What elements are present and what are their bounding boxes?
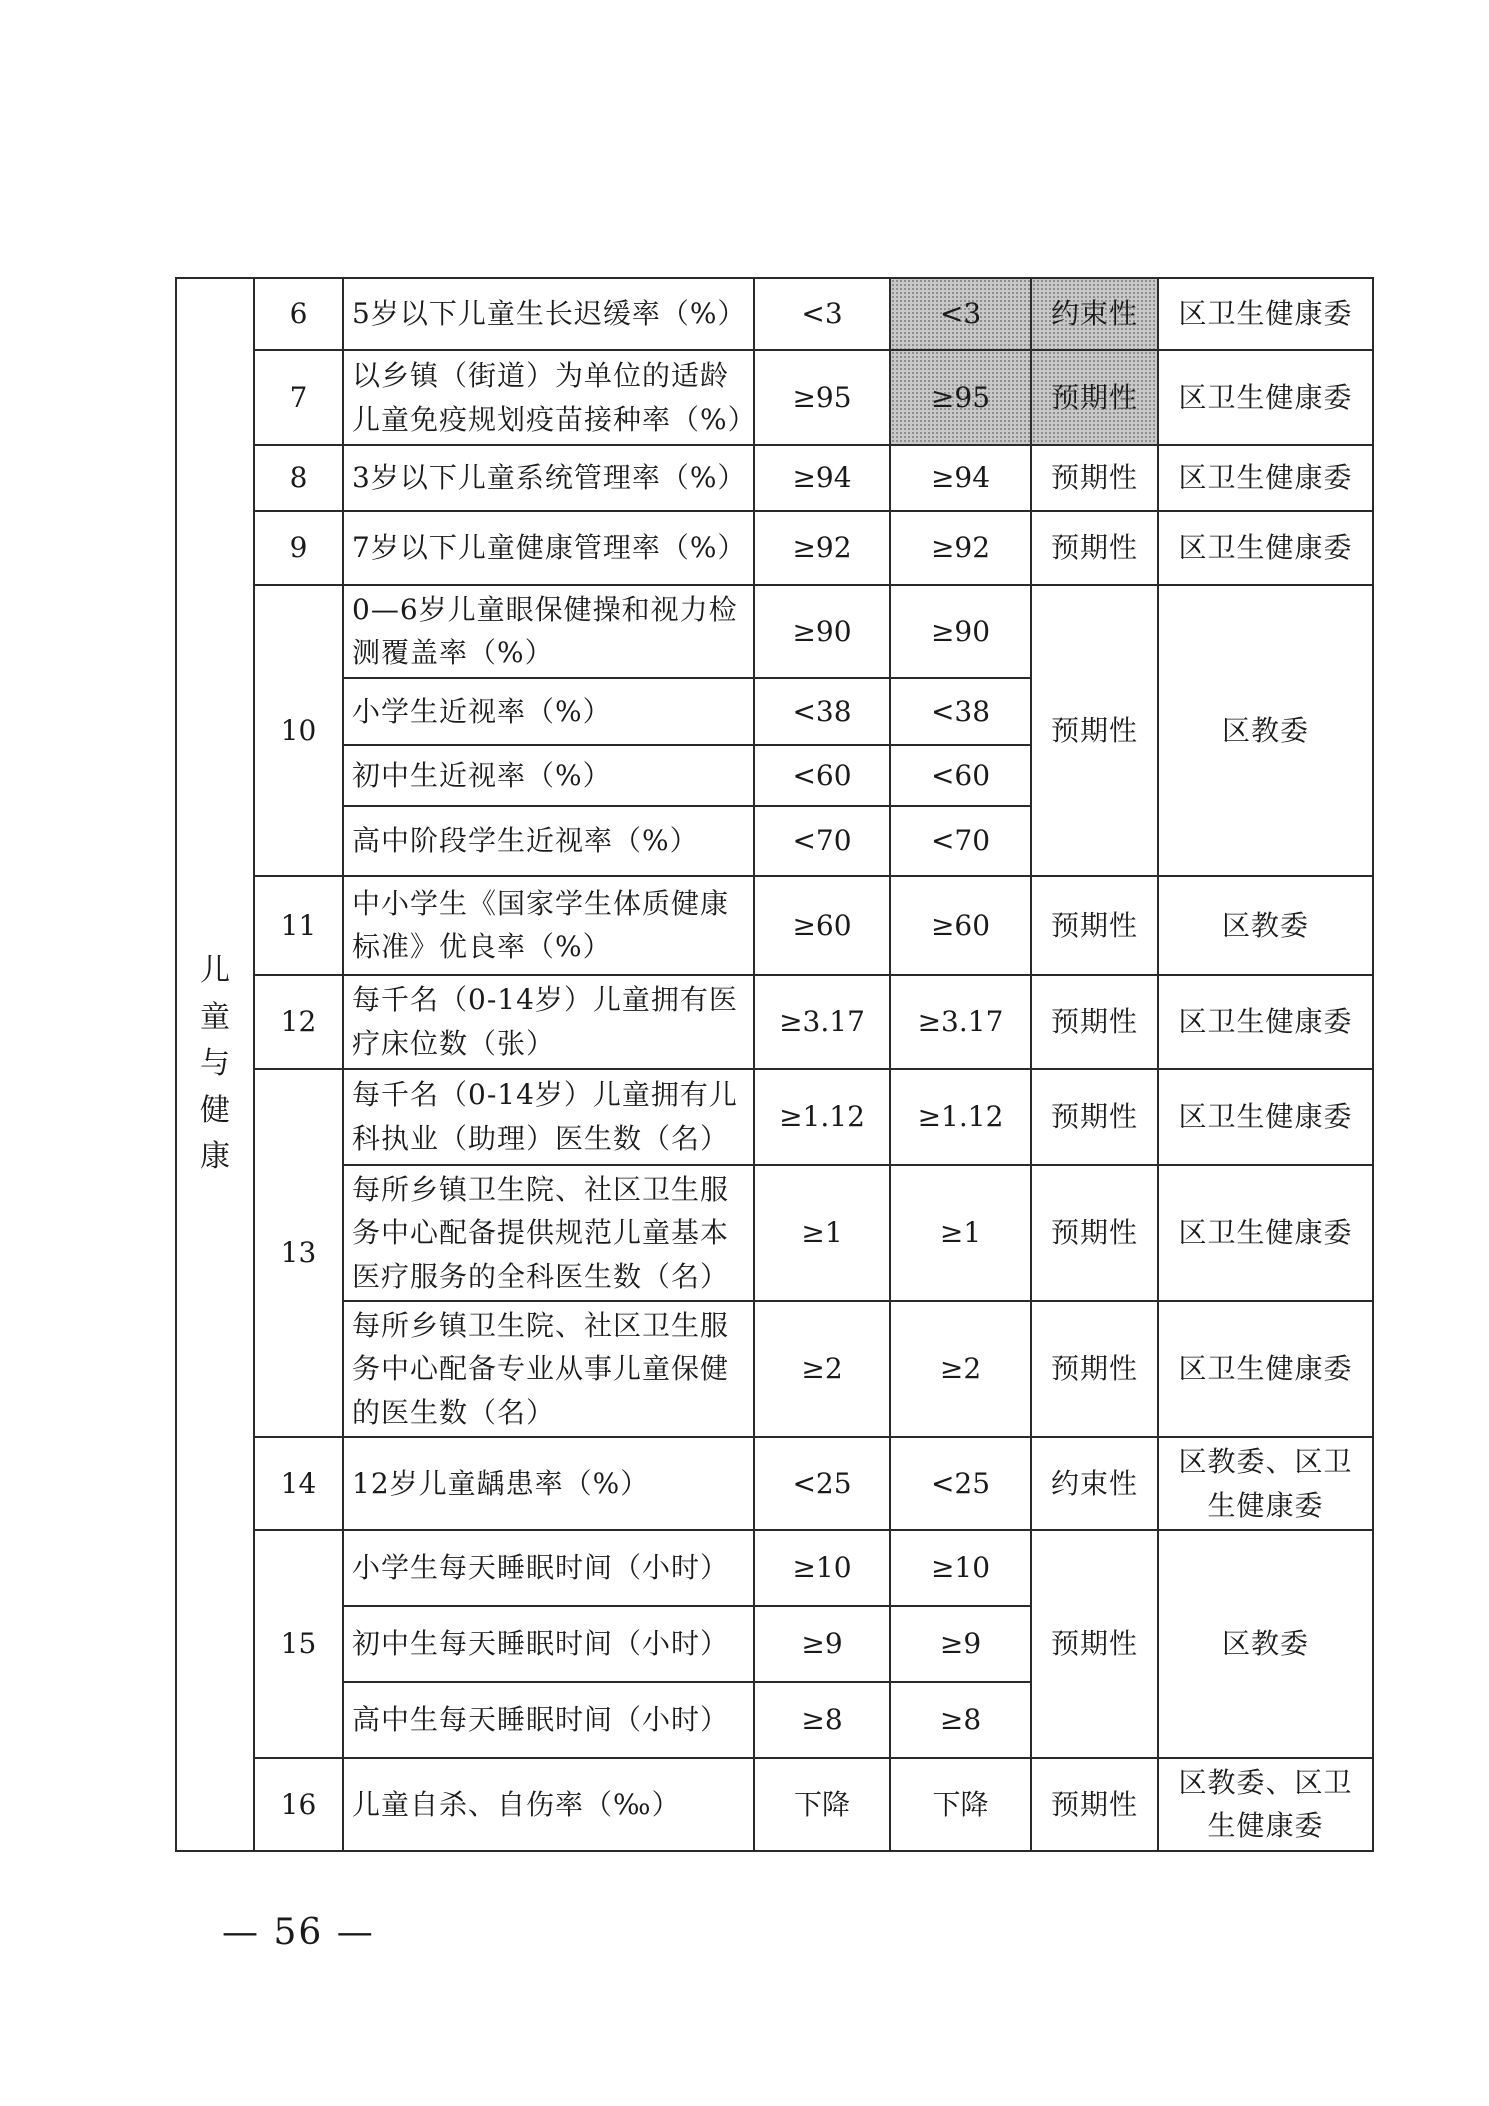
responsible-dept: 区卫生健康委 <box>1158 1301 1373 1437</box>
indicator-nature: 预期性 <box>1031 585 1158 876</box>
row-number: 8 <box>254 445 343 511</box>
target-value: ≥1.12 <box>754 1069 890 1165</box>
indicator-nature: 预期性 <box>1031 1165 1158 1301</box>
target-value: <38 <box>754 678 890 745</box>
indicator-name: 每千名（0-14岁）儿童拥有医疗床位数（张） <box>343 975 754 1069</box>
indicator-nature: 预期性 <box>1031 1301 1158 1437</box>
target-value: ≥94 <box>754 445 890 511</box>
target-value: 下降 <box>890 1758 1031 1851</box>
indicator-name: 中小学生《国家学生体质健康标准》优良率（%） <box>343 876 754 975</box>
indicator-nature: 预期性 <box>1031 975 1158 1069</box>
indicator-name: 小学生近视率（%） <box>343 678 754 745</box>
row-number: 15 <box>254 1530 343 1758</box>
responsible-dept: 区教委 <box>1158 585 1373 876</box>
table-row <box>176 1165 1373 1301</box>
indicator-name: 7岁以下儿童健康管理率（%） <box>343 511 754 585</box>
target-value: ≥90 <box>890 585 1031 678</box>
indicator-name: 儿童自杀、自伤率（‰） <box>343 1758 754 1851</box>
responsible-dept: 区卫生健康委 <box>1158 1069 1373 1165</box>
target-value: ≥9 <box>754 1606 890 1682</box>
row-number: 9 <box>254 511 343 585</box>
target-value: ≥3.17 <box>890 975 1031 1069</box>
indicator-name: 5岁以下儿童生长迟缓率（%） <box>343 278 754 350</box>
indicator-name: 以乡镇（街道）为单位的适龄儿童免疫规划疫苗接种率（%） <box>343 350 754 445</box>
responsible-dept: 区教委、区卫生健康委 <box>1158 1758 1373 1851</box>
indicator-nature: 预期性 <box>1031 511 1158 585</box>
indicator-nature: 预期性 <box>1031 350 1158 445</box>
table-row <box>176 350 1373 445</box>
target-value: ≥2 <box>754 1301 890 1437</box>
table-row <box>176 511 1373 585</box>
target-value: <70 <box>754 806 890 876</box>
responsible-dept: 区教委 <box>1158 1530 1373 1758</box>
indicator-name: 初中生近视率（%） <box>343 745 754 806</box>
responsible-dept: 区教委 <box>1158 876 1373 975</box>
table-row <box>176 876 1373 975</box>
indicator-table <box>175 277 1374 1852</box>
target-value: ≥10 <box>754 1530 890 1606</box>
indicator-name: 高中阶段学生近视率（%） <box>343 806 754 876</box>
responsible-dept: 区卫生健康委 <box>1158 511 1373 585</box>
table-row <box>176 585 1373 678</box>
indicator-name: 每千名（0-14岁）儿童拥有儿科执业（助理）医生数（名） <box>343 1069 754 1165</box>
target-value: <60 <box>890 745 1031 806</box>
table-row <box>176 1301 1373 1437</box>
category-label: 儿童与健康 <box>200 953 230 1175</box>
row-number: 12 <box>254 975 343 1069</box>
row-number: 11 <box>254 876 343 975</box>
responsible-dept: 区卫生健康委 <box>1158 975 1373 1069</box>
target-value: ≥94 <box>890 445 1031 511</box>
responsible-dept: 区卫生健康委 <box>1158 445 1373 511</box>
table-row <box>176 1437 1373 1530</box>
target-value: <25 <box>890 1437 1031 1530</box>
table-row <box>176 278 1373 350</box>
indicator-nature: 约束性 <box>1031 278 1158 350</box>
target-value: ≥3.17 <box>754 975 890 1069</box>
target-value: ≥9 <box>890 1606 1031 1682</box>
target-value: ≥1 <box>890 1165 1031 1301</box>
target-value: ≥95 <box>890 350 1031 445</box>
target-value: ≥2 <box>890 1301 1031 1437</box>
indicator-nature: 预期性 <box>1031 1758 1158 1851</box>
table-row <box>176 1069 1373 1165</box>
indicator-nature: 预期性 <box>1031 1530 1158 1758</box>
target-value: ≥10 <box>890 1530 1031 1606</box>
responsible-dept: 区教委、区卫生健康委 <box>1158 1437 1373 1530</box>
category-cell <box>176 278 254 1851</box>
target-value: ≥92 <box>890 511 1031 585</box>
row-number: 7 <box>254 350 343 445</box>
indicator-name: 初中生每天睡眠时间（小时） <box>343 1606 754 1682</box>
target-value: <3 <box>890 278 1031 350</box>
indicator-nature: 预期性 <box>1031 1069 1158 1165</box>
indicator-nature: 预期性 <box>1031 876 1158 975</box>
target-value: <60 <box>754 745 890 806</box>
indicator-name: 0—6岁儿童眼保健操和视力检测覆盖率（%） <box>343 585 754 678</box>
target-value: ≥1.12 <box>890 1069 1031 1165</box>
target-value: <70 <box>890 806 1031 876</box>
row-number: 14 <box>254 1437 343 1530</box>
table-row <box>176 1530 1373 1606</box>
row-number: 13 <box>254 1069 343 1437</box>
indicator-name: 12岁儿童龋患率（%） <box>343 1437 754 1530</box>
target-value: ≥95 <box>754 350 890 445</box>
page-number: — 56 — <box>222 1912 375 1953</box>
responsible-dept: 区卫生健康委 <box>1158 278 1373 350</box>
indicator-nature: 约束性 <box>1031 1437 1158 1530</box>
row-number: 10 <box>254 585 343 876</box>
indicator-name: 3岁以下儿童系统管理率（%） <box>343 445 754 511</box>
table-row <box>176 975 1373 1069</box>
indicator-name: 每所乡镇卫生院、社区卫生服务中心配备专业从事儿童保健的医生数（名） <box>343 1301 754 1437</box>
row-number: 16 <box>254 1758 343 1851</box>
target-value: ≥1 <box>754 1165 890 1301</box>
table-row <box>176 445 1373 511</box>
target-value: 下降 <box>754 1758 890 1851</box>
target-value: ≥92 <box>754 511 890 585</box>
responsible-dept: 区卫生健康委 <box>1158 1165 1373 1301</box>
indicator-name: 每所乡镇卫生院、社区卫生服务中心配备提供规范儿童基本医疗服务的全科医生数（名） <box>343 1165 754 1301</box>
target-value: ≥60 <box>890 876 1031 975</box>
indicator-table-area <box>175 277 1372 1852</box>
target-value: ≥8 <box>754 1682 890 1758</box>
target-value: <3 <box>754 278 890 350</box>
indicator-name: 小学生每天睡眠时间（小时） <box>343 1530 754 1606</box>
table-row <box>176 1758 1373 1851</box>
target-value: <25 <box>754 1437 890 1530</box>
target-value: ≥8 <box>890 1682 1031 1758</box>
target-value: <38 <box>890 678 1031 745</box>
indicator-nature: 预期性 <box>1031 445 1158 511</box>
target-value: ≥60 <box>754 876 890 975</box>
target-value: ≥90 <box>754 585 890 678</box>
row-number: 6 <box>254 278 343 350</box>
indicator-name: 高中生每天睡眠时间（小时） <box>343 1682 754 1758</box>
responsible-dept: 区卫生健康委 <box>1158 350 1373 445</box>
